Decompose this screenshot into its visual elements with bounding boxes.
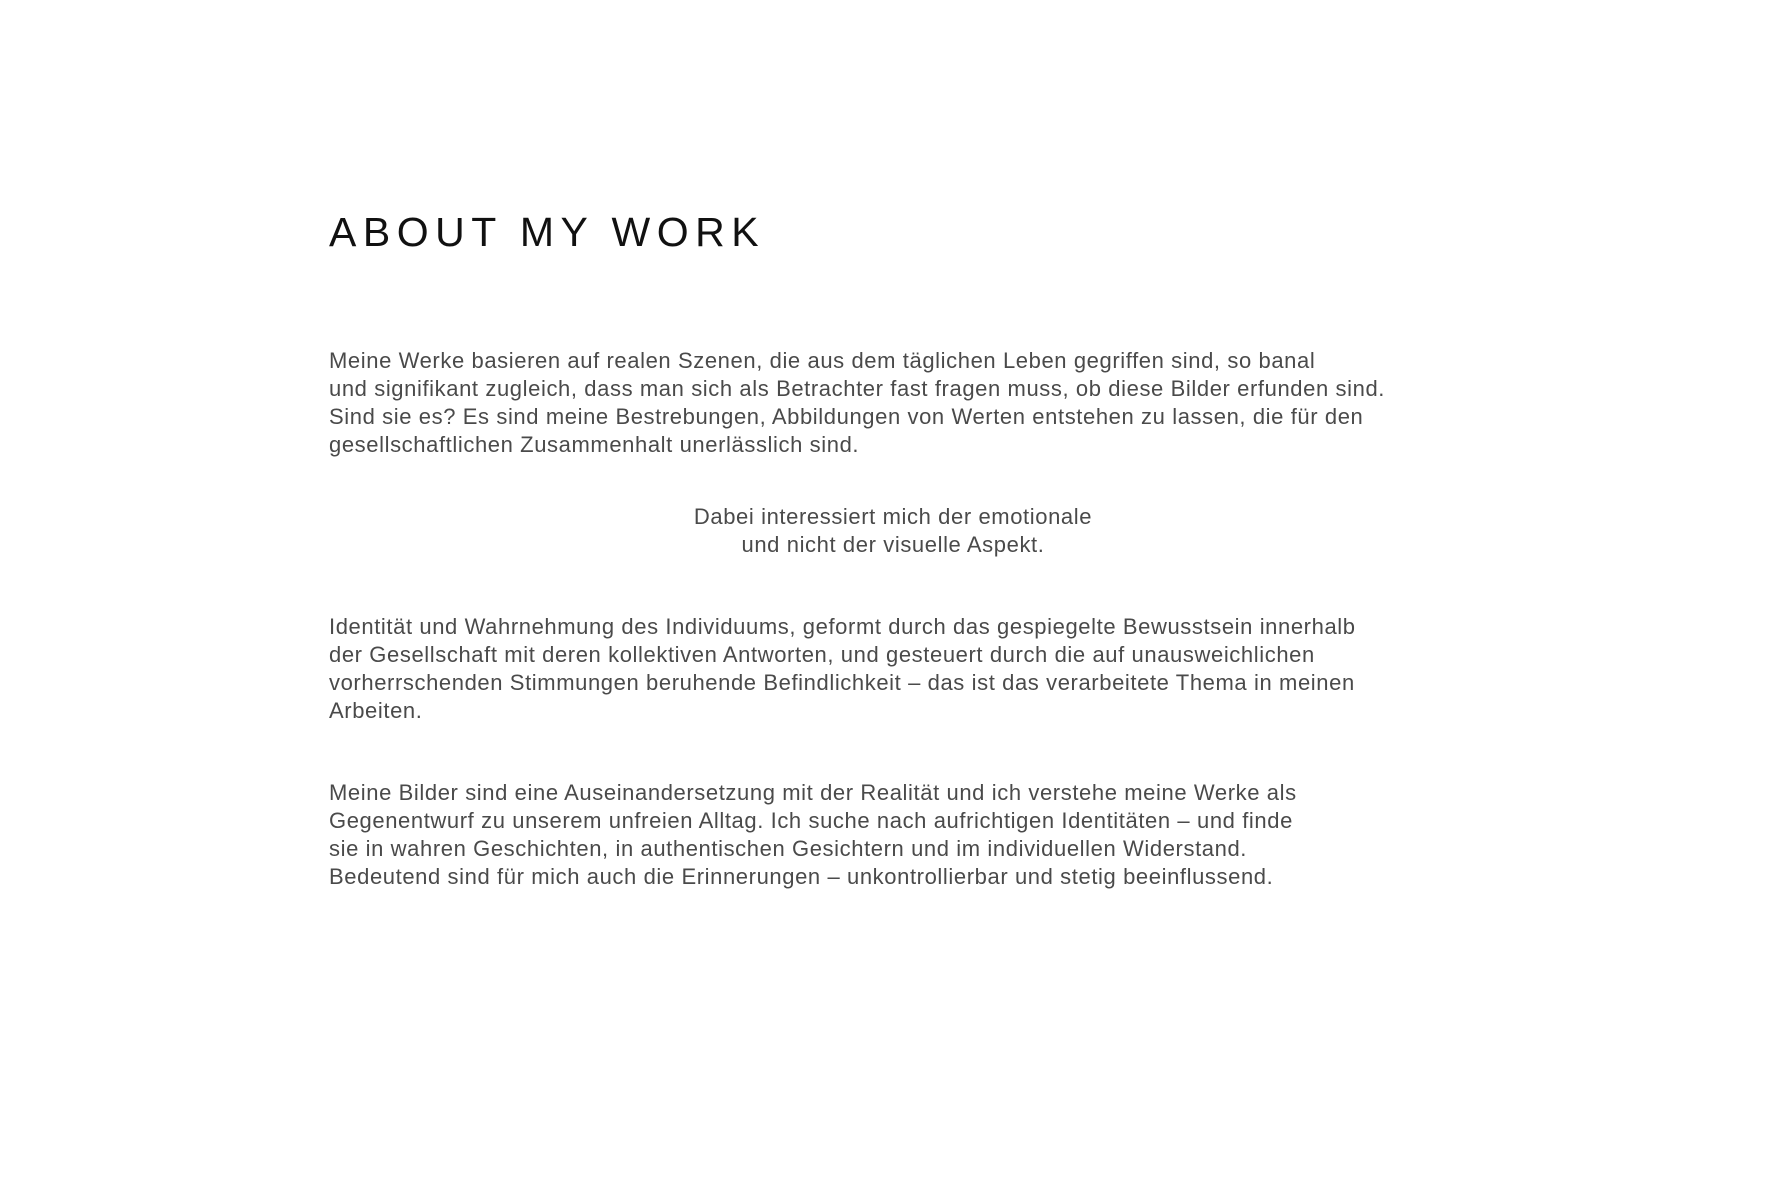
paragraph-line: Gegenentwurf zu unserem unfreien Alltag. Ich suche nach aufrichtigen Identitäten – und finde — [329, 808, 1293, 833]
paragraph-line: vorherrschenden Stimmungen beruhende Befindlichkeit – das ist das verarbeitete Thema in meinen — [329, 670, 1355, 695]
page-title: ABOUT MY WORK — [329, 209, 766, 255]
paragraph-line: sie in wahren Geschichten, in authentischen Gesichtern und im individuellen Widerstand. — [329, 836, 1248, 861]
quote-line: und nicht der visuelle Aspekt. — [741, 532, 1045, 557]
paragraph-line: Identität und Wahrnehmung des Individuums, geformt durch das gespiegelte Bewusstsein innerhalb — [329, 614, 1356, 639]
paragraph-line: Sind sie es? Es sind meine Bestrebungen, Abbildungen von Werten entstehen zu lassen, die für den — [329, 404, 1364, 429]
identity-paragraph — [329, 613, 1356, 725]
paragraph-line: gesellschaftlichen Zusammenhalt unerlässlich sind. — [329, 432, 860, 457]
reality-paragraph — [329, 779, 1297, 891]
paragraph-line: Meine Werke basieren auf realen Szenen, die aus dem täglichen Leben gegriffen sind, so banal — [329, 348, 1316, 373]
paragraph-line: Bedeutend sind für mich auch die Erinnerungen – unkontrollierbar und stetig beeinflussend. — [329, 864, 1274, 889]
centered-quote — [0, 503, 1772, 559]
paragraph-line: Arbeiten. — [329, 698, 423, 723]
paragraph-line: der Gesellschaft mit deren kollektiven Antworten, und gesteuert durch die auf unausweichlichen — [329, 642, 1315, 667]
paragraph-line: und signifikant zugleich, dass man sich als Betrachter fast fragen muss, ob diese Bilder erfunden sind. — [329, 376, 1385, 401]
quote-line: Dabei interessiert mich der emotionale — [693, 504, 1093, 529]
intro-paragraph — [329, 347, 1385, 459]
paragraph-line: Meine Bilder sind eine Auseinandersetzung mit der Realität und ich verstehe meine Werke als — [329, 780, 1297, 805]
